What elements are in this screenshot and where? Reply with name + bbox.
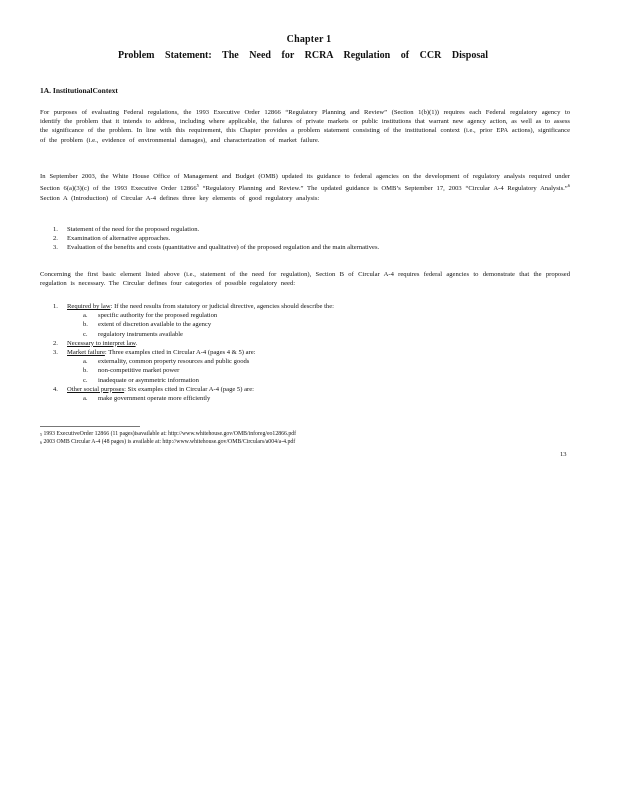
list-item [40,339,560,348]
list-text: : Six examples cited in Circular A-4 (page 5) are: [124,385,254,393]
paragraph-regulatory-need: Concerning the first basic element listed above (i.e., statement of the need for regulation), Section B of Circular A-4 requires federal agencies to demonstrate that the proposed regulation is necessary. The Circular defines four categories of possible regulatory need: [40,271,570,288]
section-heading: 1A. InstitutionalContext [40,86,118,95]
sub-text: extent of discretion available to the agency [98,321,212,329]
sub-letter: a. [83,395,88,403]
list-number: 3. [53,349,58,357]
sub-letter: a. [83,358,88,366]
paragraph-text: In September 2003, the White House Office of Management and Budget (OMB) updated its guidance to federal agencies on the development of regulatory analysis required under Section 6(a)(3)(c) of the 1993 Executive Order 12866 [40,173,570,193]
sub-item [40,366,560,375]
paragraph-purpose: For purposes of evaluating Federal regulations, the 1993 Executive Order 12866 “Regulatory Planning and Review” (Section 1(b)(1)) requires each Federal regulatory agency to identify the problem that it intends to address, including where applicable, the failures of private markets or public institutions that warrant new agency action, as well as to assess the significance of the problem. In line with this requirement, this Chapter provides a problem statement consisting of the institutional context (i.e., prior EPA actions), significance of the problem (i.e., evidence of environmental damages), and characterization of market failure. [40,109,570,144]
footnote [40,439,295,446]
chapter-number: Chapter 1 [286,34,332,45]
sub-text: inadequate or asymmetric information [98,376,199,384]
sub-text: make government operate more efficiently [98,395,211,403]
need-label: Other social purposes [67,385,125,393]
need-label: Necessary to interpret law [67,339,136,347]
list-text: Evaluation of the benefits and costs (quantitative and qualitative) of the proposed regulation and the main alternatives. [67,244,380,252]
list-number: 1. [53,303,58,310]
footnote-text: 2003 OMB Circular A-4 (48 pages) is available at: http://www.whitehouse.gov/OMB/Circulars/a004/a-4.pdf [43,439,296,445]
list-text: . [135,339,138,347]
list-item [40,348,560,357]
footnote-divider [40,426,140,427]
list-item [40,234,560,243]
sub-item [40,311,560,320]
sub-letter: b. [83,367,88,375]
sub-letter: c. [83,376,88,384]
sub-text: externality, common property resources and public goods [98,358,250,366]
list-number: 4. [53,385,58,393]
paragraph-text: “Regulatory Planning and Review.” The updated guidance is OMB’s September 17, 2003 “Circular A-4 Regulatory Analysis.” [198,185,568,193]
list-text: Statement of the need for the proposed regulation. [67,226,200,233]
needs-list [40,302,560,403]
paragraph-text: Section A (Introduction) of Circular A-4 defines three key elements of good regulatory analysis: [40,194,320,202]
footnote-ref: 6 [567,183,570,189]
sub-letter: c. [83,330,88,338]
need-label: Required by law [67,303,111,310]
footnote [40,431,296,438]
sub-text: non-competitive market power [98,367,180,375]
sub-item [40,320,560,329]
sub-letter: a. [83,312,88,320]
list-item [40,225,560,234]
list-text: Examination of alternative approaches. [67,235,171,243]
elements-list [40,225,560,253]
footnote-mark: 5 [40,432,42,437]
sub-item [40,376,560,385]
page-number: 13 [560,451,567,458]
list-number: 2. [53,339,58,347]
footnote-mark: 6 [40,440,42,445]
list-number: 1. [53,226,58,233]
sub-item [40,394,560,403]
paragraph-omb-guidance [40,172,570,203]
footnote-text: 1993 ExecutiveOrder 12866 (11 pages)isavailable at: http://www.whitehouse.gov/OMB/inforeg/eo12866.pdf [43,431,297,437]
sub-item [40,357,560,366]
list-number: 3. [53,244,58,252]
sub-letter: b. [83,321,88,329]
list-item [40,302,560,311]
list-item [40,243,560,252]
sub-item [40,330,560,339]
list-text: : Three examples cited in Circular A-4 (pages 4 & 5) are: [104,349,256,357]
sub-text: regulatory instruments available [98,330,183,338]
sub-text: specific authority for the proposed regulation [98,312,218,320]
chapter-title: Problem Statement: The Need for RCRA Regulation of CCR Disposal [118,50,488,61]
list-number: 2. [53,235,58,243]
footnote-ref: 5 [196,183,199,189]
need-label: Market failure [67,349,105,357]
list-item [40,385,560,394]
list-text: : If the need results from statutory or judicial directive, agencies should describe the: [110,303,334,310]
